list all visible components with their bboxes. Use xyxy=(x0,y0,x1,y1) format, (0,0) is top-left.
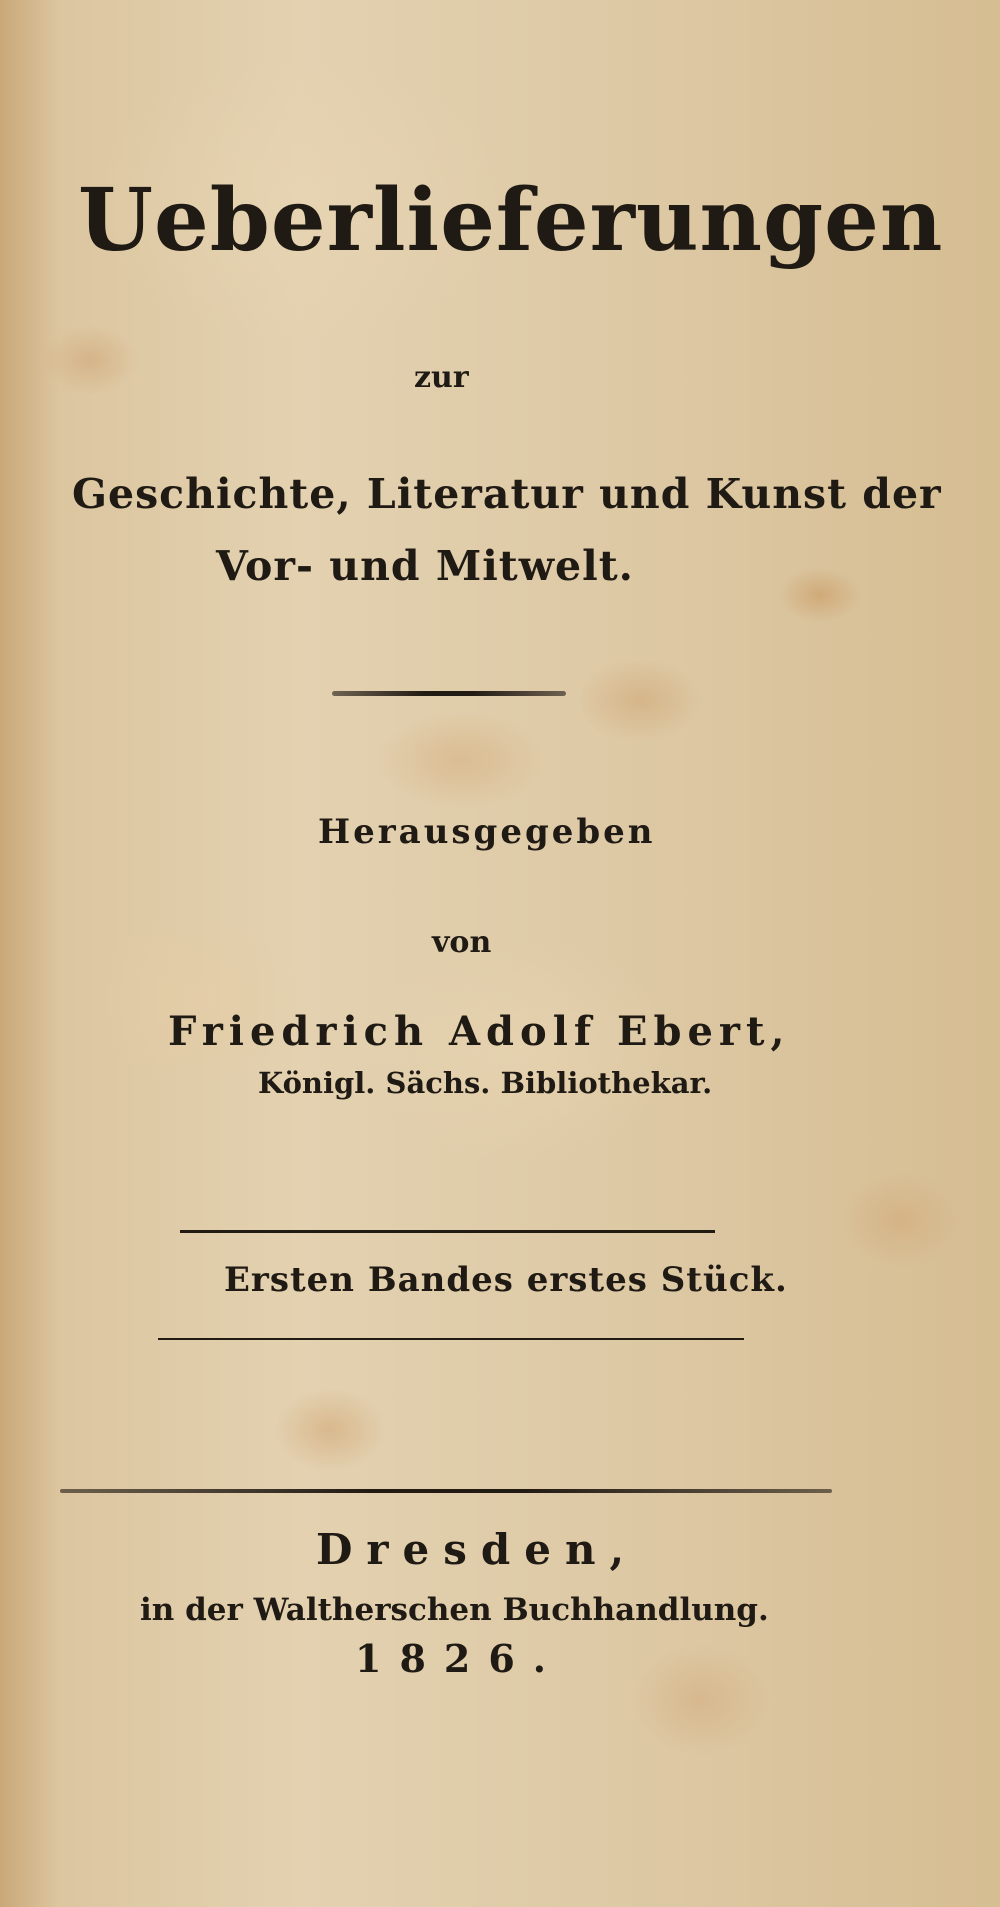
imprint-city: Dresden, xyxy=(316,1525,639,1574)
divider-rule-imprint xyxy=(60,1489,832,1493)
divider-rule-lower-part xyxy=(158,1338,744,1340)
editor-name: Friedrich Adolf Ebert, xyxy=(168,1008,791,1055)
divider-rule-top xyxy=(332,691,566,696)
subtitle-line-1: Geschichte, Literatur und Kunst der xyxy=(72,470,942,518)
editor-role: Königl. Sächs. Bibliothekar. xyxy=(258,1066,713,1100)
subtitle-line-2: Vor- und Mitwelt. xyxy=(216,542,634,590)
divider-rule-upper-part xyxy=(180,1230,715,1233)
imprint-year: 1826. xyxy=(355,1636,564,1681)
volume-part: Ersten Bandes erstes Stück. xyxy=(224,1260,788,1300)
book-title: Ueberlieferungen xyxy=(78,170,944,271)
imprint-publisher: in der Waltherschen Buchhandlung. xyxy=(140,1592,769,1628)
edited-by-label: Herausgegeben xyxy=(318,812,656,852)
title-connector: zur xyxy=(414,360,469,395)
by-label: von xyxy=(432,925,492,960)
